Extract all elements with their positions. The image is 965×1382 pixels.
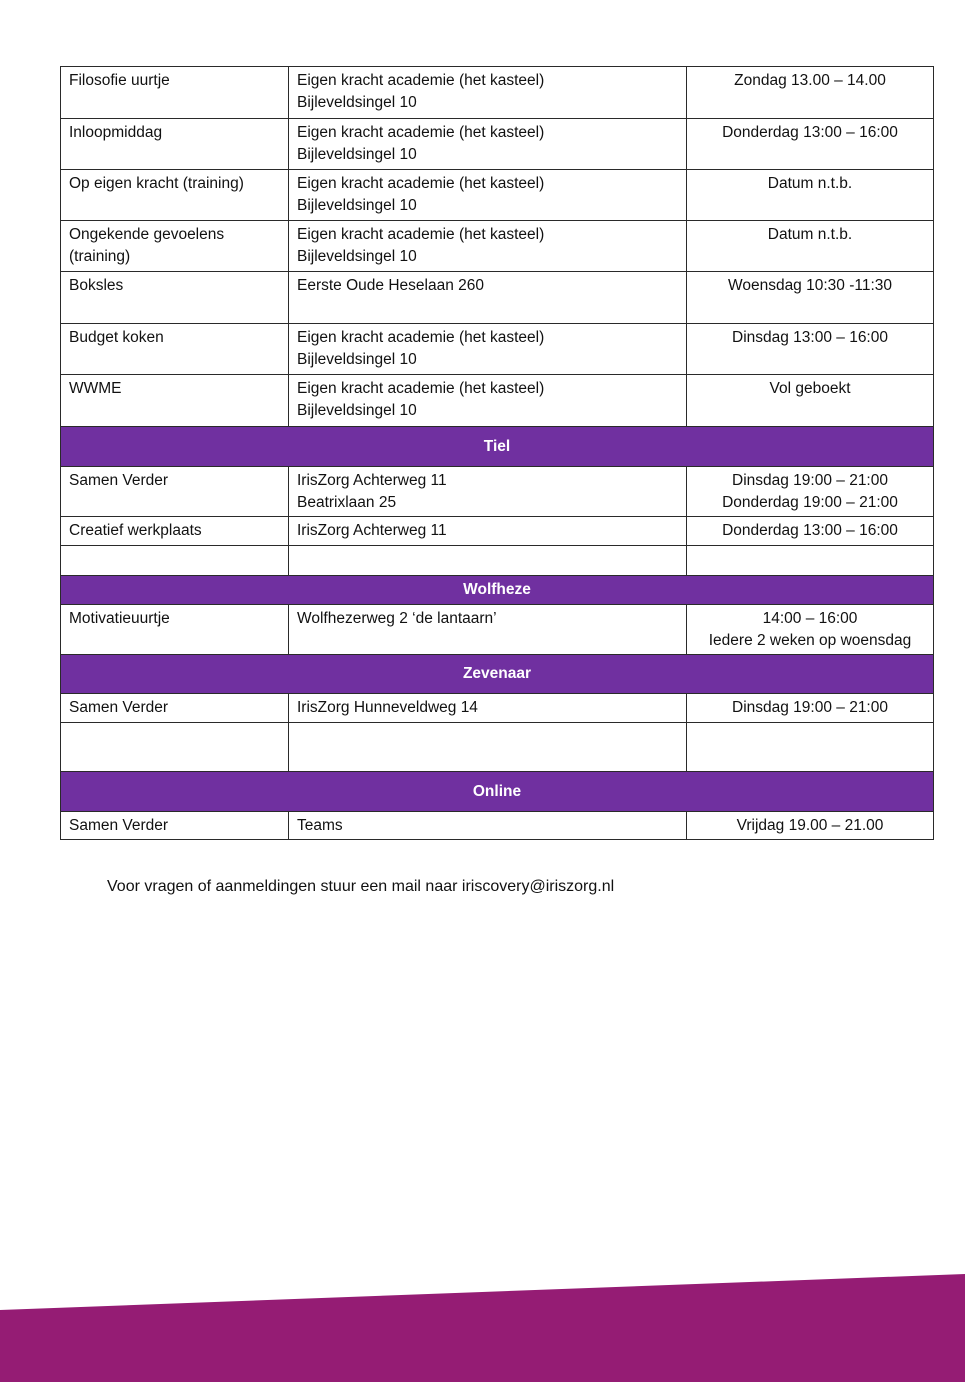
blank-row [61, 723, 934, 772]
section-header-row [61, 576, 934, 605]
empty-cell [61, 546, 289, 576]
section-title: Tiel [61, 427, 934, 467]
location-line: Eigen kracht academie (het kasteel) [297, 124, 545, 141]
time-line: Donderdag 13:00 – 16:00 [722, 522, 898, 539]
activity-cell: Filosofie uurtje [61, 67, 289, 119]
section-title: Online [61, 772, 934, 812]
location-line: Teams [297, 817, 343, 834]
location-cell [289, 170, 687, 221]
location-line: Bijleveldsingel 10 [297, 146, 417, 163]
table-row [61, 119, 934, 170]
contact-note: Voor vragen of aanmeldingen stuur een mail naar iriscovery@iriszorg.nl [107, 878, 615, 895]
location-line: Eigen kracht academie (het kasteel) [297, 380, 545, 397]
bottom-band-shape [0, 1274, 965, 1382]
table-row [61, 467, 934, 517]
time-cell [687, 221, 934, 272]
table-row [61, 221, 934, 272]
location-cell [289, 517, 687, 546]
time-line: Vrijdag 19.00 – 21.00 [736, 817, 884, 834]
location-cell [289, 694, 687, 723]
location-cell [289, 119, 687, 170]
activity-cell: Ongekende gevoelens (training) [61, 221, 289, 272]
time-cell [687, 605, 934, 655]
table-row [61, 605, 934, 655]
schedule-body [61, 67, 934, 840]
time-cell [687, 812, 934, 840]
time-line: Woensdag 10:30 -11:30 [727, 277, 893, 294]
empty-cell [687, 546, 934, 576]
section-header-row [61, 655, 934, 694]
location-cell [289, 467, 687, 517]
time-line: Iedere 2 weken op woensdag [708, 632, 912, 649]
time-line: Dinsdag 19:00 – 21:00 [732, 472, 888, 489]
section-header-row [61, 772, 934, 812]
location-line: IrisZorg Achterweg 11 [297, 472, 447, 489]
table-row [61, 812, 934, 840]
location-cell [289, 605, 687, 655]
location-cell [289, 272, 687, 324]
blank-row [61, 546, 934, 576]
section-header-row [61, 427, 934, 467]
time-cell [687, 517, 934, 546]
activity-cell: Motivatieuurtje [61, 605, 289, 655]
location-cell [289, 375, 687, 427]
empty-cell [61, 723, 289, 772]
table-row [61, 170, 934, 221]
location-cell [289, 221, 687, 272]
empty-cell [289, 546, 687, 576]
activity-cell: Boksles [61, 272, 289, 324]
location-line: Bijleveldsingel 10 [297, 94, 417, 111]
location-line: Eigen kracht academie (het kasteel) [297, 329, 545, 346]
location-line: Eigen kracht academie (het kasteel) [297, 226, 545, 243]
activity-cell: Samen Verder [61, 694, 289, 723]
location-line: Bijleveldsingel 10 [297, 351, 417, 368]
location-cell [289, 324, 687, 375]
table-row [61, 694, 934, 723]
table-row [61, 324, 934, 375]
table-row [61, 517, 934, 546]
time-line: Donderdag 13:00 – 16:00 [722, 124, 898, 141]
time-cell [687, 375, 934, 427]
location-line: IrisZorg Hunneveldweg 14 [297, 699, 478, 716]
time-line: 14:00 – 16:00 [762, 610, 858, 627]
time-line: Datum n.t.b. [767, 226, 853, 243]
activity-cell: Creatief werkplaats [61, 517, 289, 546]
time-line: Vol geboekt [769, 380, 851, 397]
activity-cell: WWME [61, 375, 289, 427]
location-line: Eigen kracht academie (het kasteel) [297, 72, 545, 89]
time-line: Donderdag 19:00 – 21:00 [722, 494, 898, 511]
activity-cell: Samen Verder [61, 467, 289, 517]
time-cell [687, 170, 934, 221]
location-line: Beatrixlaan 25 [297, 494, 397, 511]
time-cell [687, 324, 934, 375]
section-title: Wolfheze [61, 576, 934, 605]
section-title: Zevenaar [61, 655, 934, 694]
time-cell [687, 119, 934, 170]
empty-cell [289, 723, 687, 772]
location-line: Bijleveldsingel 10 [297, 402, 417, 419]
time-cell [687, 467, 934, 517]
location-line: Eigen kracht academie (het kasteel) [297, 175, 545, 192]
location-line: IrisZorg Achterweg 11 [297, 522, 447, 539]
location-line: Bijleveldsingel 10 [297, 197, 417, 214]
time-line: Zondag 13.00 – 14.00 [734, 72, 886, 89]
location-line: Bijleveldsingel 10 [297, 248, 417, 265]
activity-cell: Op eigen kracht (training) [61, 170, 289, 221]
activity-cell: Samen Verder [61, 812, 289, 840]
table-row [61, 272, 934, 324]
time-line: Dinsdag 13:00 – 16:00 [732, 329, 888, 346]
time-cell [687, 694, 934, 723]
activity-cell: Inloopmiddag [61, 119, 289, 170]
location-cell [289, 812, 687, 840]
table-row [61, 67, 934, 119]
empty-cell [687, 723, 934, 772]
time-line: Datum n.t.b. [767, 175, 853, 192]
table-row [61, 375, 934, 427]
time-cell [687, 272, 934, 324]
location-cell [289, 67, 687, 119]
time-cell [687, 67, 934, 119]
schedule-table [60, 66, 934, 840]
bottom-band [0, 1268, 965, 1382]
activity-cell: Budget koken [61, 324, 289, 375]
time-line: Dinsdag 19:00 – 21:00 [732, 699, 888, 716]
location-line: Wolfhezerweg 2 ‘de lantaarn’ [297, 610, 497, 627]
location-line: Eerste Oude Heselaan 260 [297, 277, 484, 294]
